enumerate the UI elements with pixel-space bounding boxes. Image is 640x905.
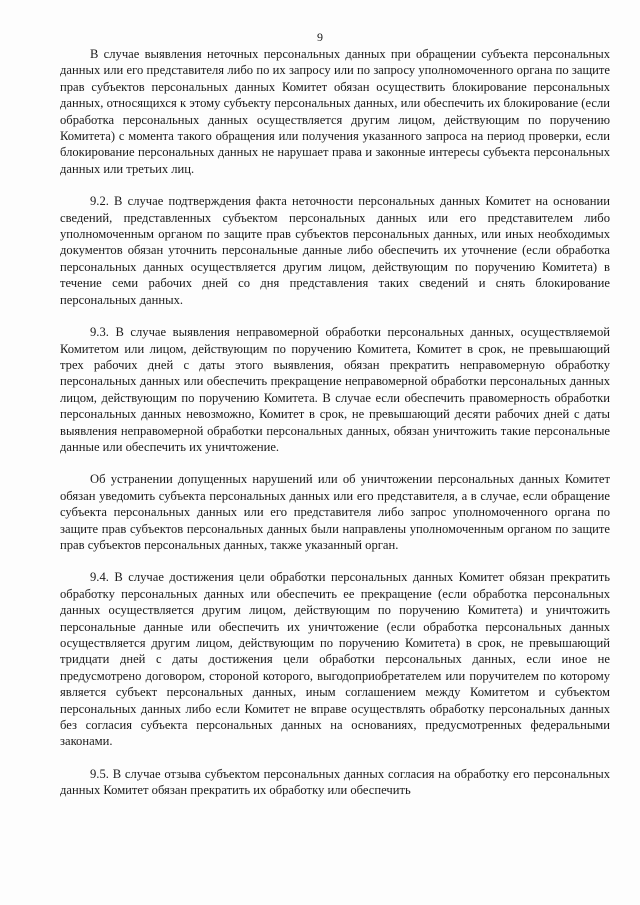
paragraph-gap [60,308,610,324]
paragraph-notification: Об устранении допущенных нарушений или об уничтожении персональных данных Комитет обязан уведомить субъекта персональных данных или его представителя, а в случае, если обращение субъекта персональных данных или его представителя либо запрос уполномоченного органа по защите прав субъектов персональных данных были направлены уполномоченным органом по защите прав субъектов персональных данных, также указанный орган. [60,472,610,552]
paragraph-gap [60,750,610,766]
paragraph-gap [60,553,610,569]
paragraph-9-4: 9.4. В случае достижения цели обработки персональных данных Комитет обязан прекратить обработку персональных данных или обеспечить ее прекращение (если обработка персональных данных осуществляется другим лицом, действующим по поручению Комитета) и уничтожить персональные данные или обеспечить их уничтожение (если обработка персональных данных осуществляется другим лицом, действующим по поручению Комитета) в срок, не превышающий тридцати дней с даты достижения цели обработки персональных данных, если иное не предусмотрено договором, стороной которого, выгодоприобретателем или поручителем по которому является субъект персональных данных, иным соглашением между Комитетом и субъектом персональных данных либо если Комитет не вправе осуществлять обработку персональных данных без согласия субъекта персональных данных на основаниях, предусмотренных федеральными законами. [60,570,610,749]
document-body [60,46,610,799]
paragraph-9-3: 9.3. В случае выявления неправомерной обработки персональных данных, осуществляемой Комитетом или лицом, действующим по поручению Комитета, Комитет в срок, не превышающий трех рабочих дней с даты этого выявления, обязан прекратить неправомерную обработку персональных данных или обеспечить прекращение неправомерной обработки персональных данных лицом, действующим по поручению Комитета. В случае если обеспечить правомерность обработки персональных данных невозможно, Комитет в срок, не превышающий десяти рабочих дней с даты выявления неправомерной обработки персональных данных, обязан уничтожить такие персональные данные или обеспечить их уничтожение. [60,325,610,454]
paragraph-gap [60,177,610,193]
page-number: 9 [317,30,323,44]
paragraph-gap [60,455,610,471]
paragraph-blocking: В случае выявления неточных персональных данных при обращении субъекта персональных данных или его представителя либо по их запросу или по запросу уполномоченного органа по защите прав субъектов персональных данных Комитет обязан осуществить блокирование персональных данных, относящихся к этому субъекту персональных данных, или обеспечить их блокирование (если обработка персональных данных осуществляется другим лицом, действующим по поручению Комитета) с момента такого обращения или получения указанного запроса на период проверки, если блокирование персональных данных не нарушает права и законные интересы субъекта персональных данных или третьих лиц. [60,47,610,176]
paragraph-9-5: 9.5. В случае отзыва субъектом персональных данных согласия на обработку его персональных данных Комитет обязан прекратить их обработку или обеспечить [60,766,610,798]
paragraph-9-2: 9.2. В случае подтверждения факта неточности персональных данных Комитет на основании сведений, представленных субъектом персональных данных или его представителем либо уполномоченным органом по защите прав субъектов персональных данных, или иных необходимых документов обязан уточнить персональные данные либо обеспечить их уточнение (если обработка персональных данных осуществляется другим лицом, действующим по поручению Комитета) в течение семи рабочих дней со дня представления таких сведений и снять блокирование персональных данных. [60,194,610,307]
